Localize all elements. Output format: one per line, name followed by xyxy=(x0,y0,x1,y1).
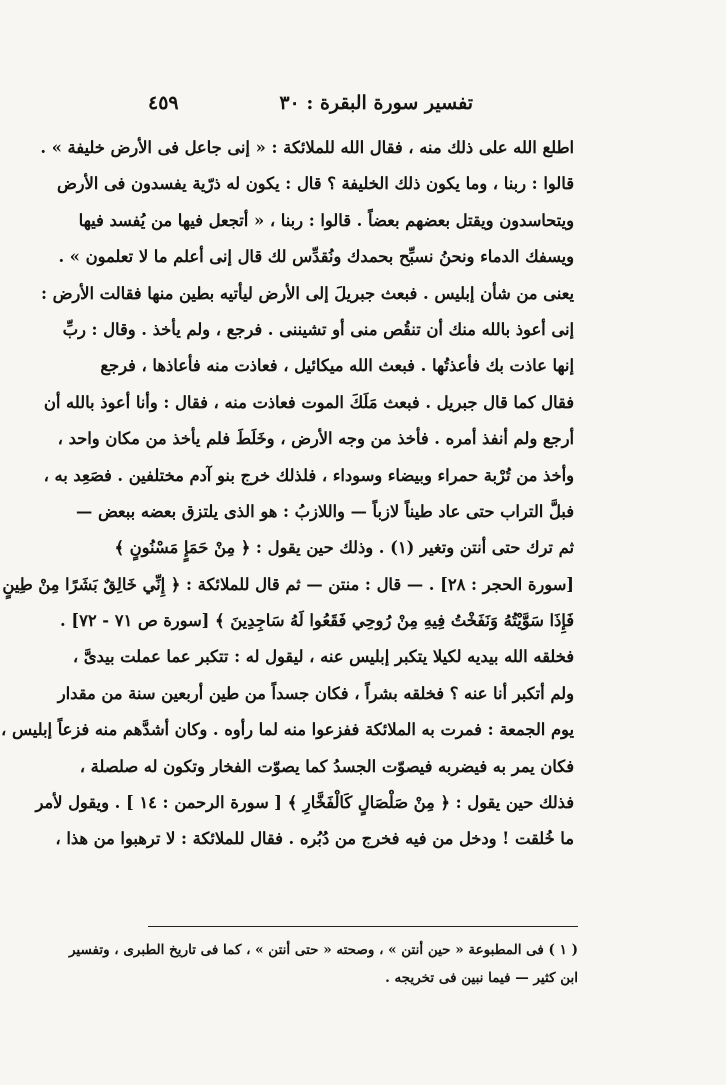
text-line: أرجع ولم أنفذ أمره . فأخذ من وجه الأرض ، وخَلَطَ فلم يأخذ من مكان واحد ، xyxy=(57,429,574,449)
running-title: تفسير سورة البقرة : ٣٠ xyxy=(279,92,473,114)
text-line: يعنى من شأن إبليس . فبعث جبريلَ إلى الأرض ليأتيه بطين منها فقالت الأرض : xyxy=(40,283,574,303)
text-line: فكان يمر به فيضربه فيصوّت الجسدُ كما يصوّت الفخار وتكون له صلصلة ، xyxy=(79,756,574,776)
text-line: فبلَّ التراب حتى عاد طيناً لازباً — واللازبُ : هو الذى يلتزق بعضه ببعض — xyxy=(76,501,574,521)
text-line: يوم الجمعة : فمرت به الملائكة ففزعوا منه لما رأوه . وكان أشدَّهم منه فزعاً إبليس ، xyxy=(1,720,574,740)
text-line: قالوا : ربنا ، وما يكون ذلك الخليفة ؟ قال : يكون له ذرّية يفسدون فى الأرض xyxy=(56,174,574,194)
footnotes xyxy=(68,936,578,992)
page-number: ٤٥٩ xyxy=(148,92,179,114)
footnote-line: ابن كثير — فيما نبين فى تخريجه . xyxy=(385,970,578,986)
text-line: ما خُلقت ! ودخل من فيه فخرج من دُبُره . فقال للملائكة : لا ترهبوا من هذا ، xyxy=(55,829,574,849)
text-line: ويسفك الدماء ونحنُ نسبِّح بحمدك ونُقدِّس لك قال إنى أعلم ما لا تعلمون » . xyxy=(58,247,574,267)
text-line: وأخذ من تُرْبة حمراء وبيضاء وسوداء ، فلذلك خرج بنو آدم مختلفين . فصَعِد به ، xyxy=(43,465,574,485)
text-line: فَإِذَا سَوَّيْتُهُ وَنَفَخْتُ فِيهِ مِنْ رُوحِي فَقَعُوا لَهُ سَاجِدِينَ ﴾ [سورة ص ٧١ - ٧٢] . xyxy=(60,611,574,631)
text-line: اطلع الله على ذلك منه ، فقال الله للملائكة : « إنى جاعل فى الأرض خليفة » . xyxy=(40,138,574,157)
footnote-line: ( ١ ) فى المطبوعة « حين أنتن » ، وصحته « حتى أنتن » ، كما فى تاريخ الطبرى ، وتفسير xyxy=(68,942,578,958)
footnote-divider xyxy=(148,926,578,927)
text-line: فذلك حين يقول : ﴿ مِنْ صَلْصَالٍ كَالْفَخَّارِ ﴾ [ سورة الرحمن : ١٤ ] . ويقول لأمر xyxy=(35,793,574,813)
text-line: ثم ترك حتى أنتن وتغير (١) . وذلك حين يقول : ﴿ مِنْ حَمَإٍ مَسْنُونٍ ﴾ xyxy=(114,538,574,558)
text-line: إنى أعوذ بالله منك أن تنقُص منى أو تشيننى . فرجع ، ولم يأخذ . وقال : ربِّ xyxy=(62,319,574,339)
text-line: إنها عاذت بك فأعذتُها . فبعث الله ميكائيل ، فعاذت منه فأعاذها ، فرجع xyxy=(100,356,574,376)
text-line: فقال كما قال جبريل . فبعث مَلَكَ الموت فعاذت منه ، فقال : وأنا أعوذ بالله أن xyxy=(43,392,574,412)
text-line: فخلقه الله بيديه لكيلا يتكبر إبليس عنه ، ليقول له : تتكبر عما عملت بيدىَّ ، xyxy=(72,647,574,667)
text-line: [سورة الحجر : ٢٨] . — قال : منتن — ثم قال للملائكة : ﴿ إِنِّي خَالِقٌ بَشَرًا مِنْ طِينٍ xyxy=(2,574,574,594)
body-text xyxy=(1,130,574,858)
text-line: ولم أتكبر أنا عنه ؟ فخلقه بشراً ، فكان جسداً من طين أربعين سنة من مقدار xyxy=(57,683,574,703)
running-head xyxy=(148,92,568,122)
text-line: ويتحاسدون ويقتل بعضهم بعضاً . قالوا : ربنا ، « أتجعل فيها من يُفسد فيها xyxy=(78,210,574,230)
